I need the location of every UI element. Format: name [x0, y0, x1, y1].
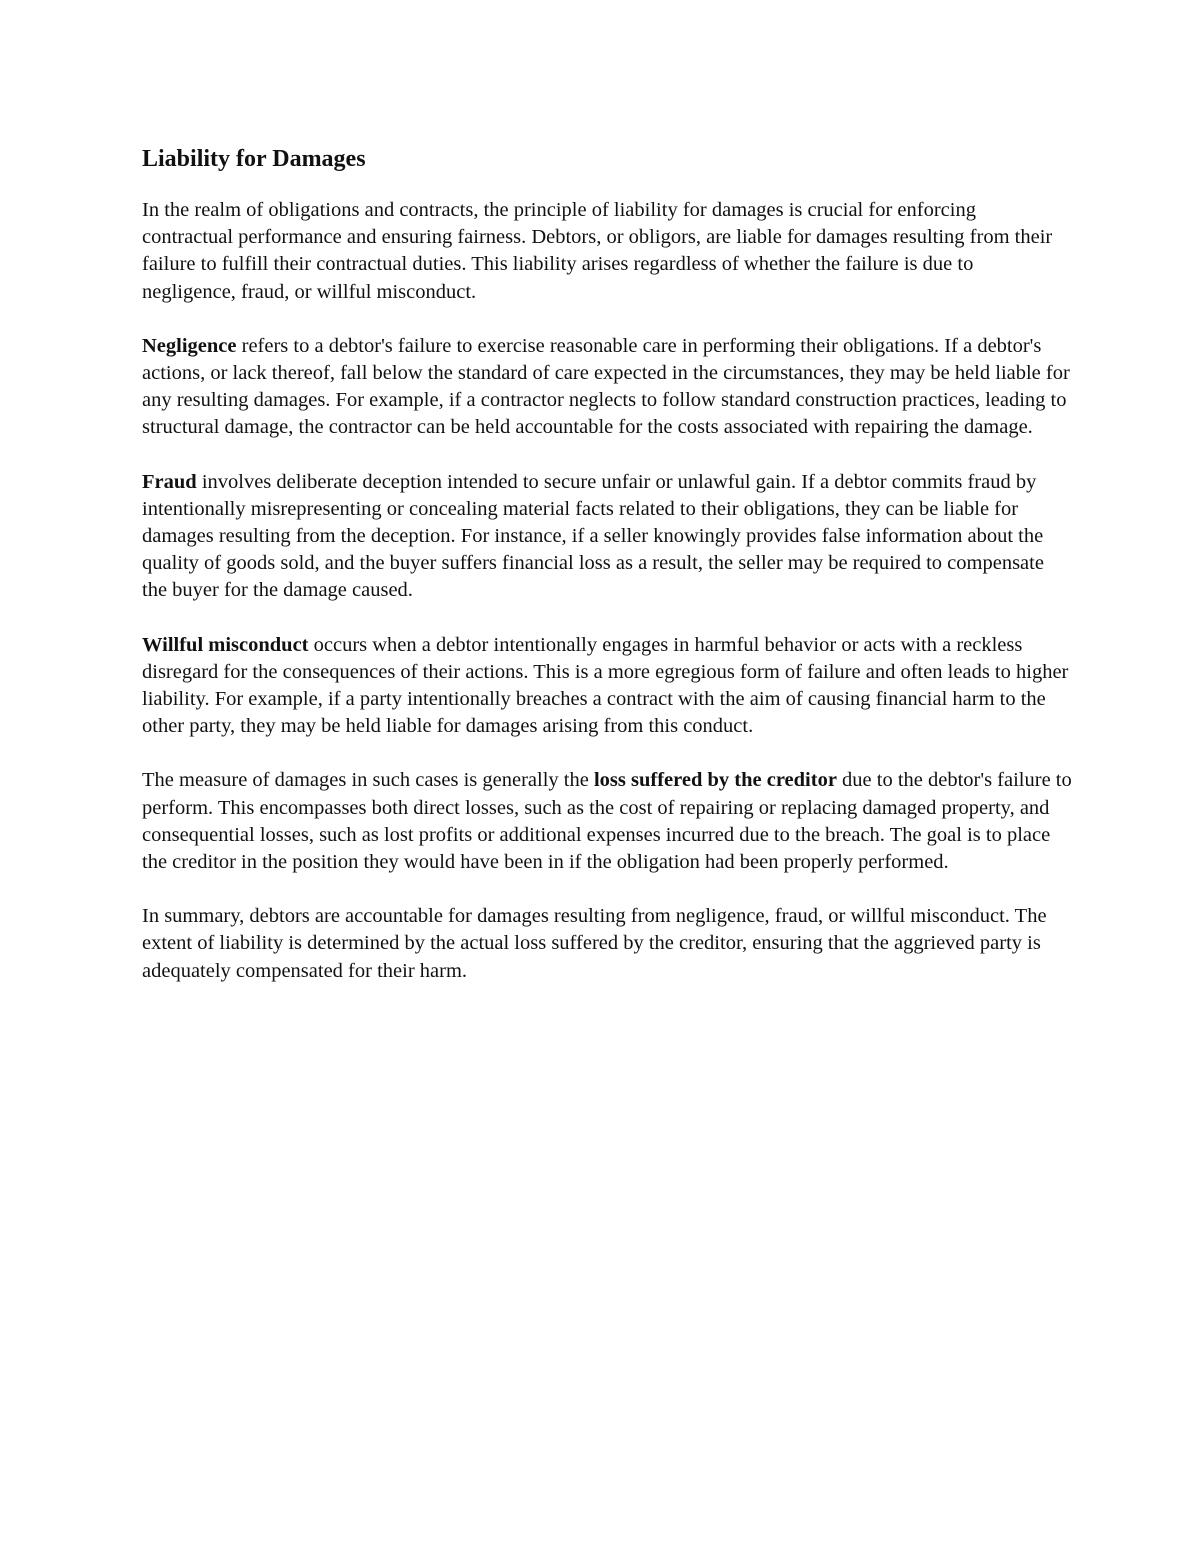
- negligence-paragraph: [142, 333, 1072, 442]
- measure-term: loss suffered by the creditor: [593, 769, 837, 792]
- document-title: Liability for Damages: [142, 146, 366, 172]
- willful-misconduct-paragraph: [142, 632, 1072, 741]
- negligence-text: refers to a debtor's failure to exercise reasonable care in performing their obligations. If a debtor's actions, or lack thereof, fall below the standard of care expected in the circumstances, they may be held liable for any resulting damages. For example, if a contractor neglects to follow standard construction practices, leading to structural damage, the contractor can be held accountable for the costs associated with repairing the damage.: [142, 334, 1070, 439]
- document-page: [142, 143, 1072, 1012]
- negligence-term: Negligence: [142, 334, 237, 357]
- measure-text-after: due to the debtor's failure to perform. This encompasses both direct losses, such as the cost of repairing or replacing damaged property, and consequential losses, such as lost profits or additional expenses incurred due to the breach. The goal is to place the creditor in the position they would have been in if the obligation had been properly performed.: [142, 769, 1072, 874]
- intro-paragraph: In the realm of obligations and contracts, the principle of liability for damages is crucial for enforcing contractual performance and ensuring fairness. Debtors, or obligors, are liable for damages resulting from their failure to fulfill their contractual duties. This liability arises regardless of whether the failure is due to negligence, fraud, or willful misconduct.: [142, 199, 1053, 303]
- fraud-paragraph: [142, 469, 1072, 605]
- fraud-term: Fraud: [142, 470, 197, 493]
- willful-misconduct-text: occurs when a debtor intentionally engages in harmful behavior or acts with a reckless disregard for the consequences of their actions. This is a more egregious form of failure and often leads to higher liability. For example, if a party intentionally breaches a contract with the aim of causing financial harm to the other party, they may be held liable for damages arising from this conduct.: [142, 633, 1069, 738]
- summary-paragraph: In summary, debtors are accountable for damages resulting from negligence, fraud, or willful misconduct. The extent of liability is determined by the actual loss suffered by the creditor, ensuring that the aggrieved party is adequately compensated for their harm.: [142, 905, 1047, 982]
- willful-misconduct-term: Willful misconduct: [142, 633, 309, 656]
- fraud-text: involves deliberate deception intended to secure unfair or unlawful gain. If a debtor commits fraud by intentionally misrepresenting or concealing material facts related to their obligations, they can be liable for damages resulting from the deception. For instance, if a seller knowingly provides false information about the quality of goods sold, and the buyer suffers financial loss as a result, the seller may be required to compensate the buyer for the damage caused.: [142, 470, 1044, 602]
- measure-text-before: The measure of damages in such cases is generally the: [142, 769, 594, 792]
- measure-paragraph: [142, 767, 1072, 876]
